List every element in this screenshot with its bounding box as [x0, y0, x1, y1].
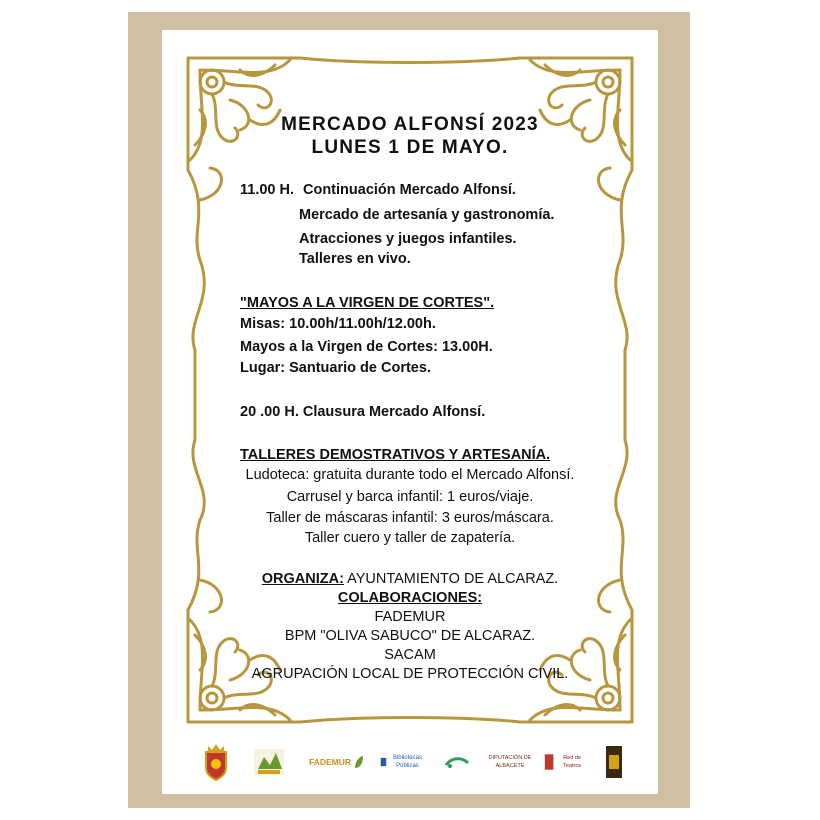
colaborador-item: BPM "OLIVA SABUCO" DE ALCARAZ.	[284, 628, 536, 644]
mayos-heading: "MAYOS A LA VIRGEN DE CORTES".	[240, 295, 495, 311]
colaborador-item: SACAM	[384, 647, 436, 663]
leaf-emblem-logo	[444, 742, 470, 782]
bibliotecas-logo-text: Bibliotecas Públicas	[392, 755, 422, 769]
schedule-item: Continuación Mercado Alfonsí.	[303, 182, 516, 198]
mayos-line: Mayos a la Virgen de Cortes: 13.00H.	[240, 339, 493, 355]
organiza-value: AYUNTAMIENTO DE ALCARAZ.	[343, 571, 559, 587]
colaborador-item: FADEMUR	[374, 609, 446, 625]
sponsor-logos	[190, 742, 630, 786]
schedule-item: Talleres en vivo.	[299, 251, 411, 267]
schedule-item: Atracciones y juegos infantiles.	[299, 231, 517, 247]
organiza-label: ORGANIZA:	[261, 571, 344, 587]
poster-title: MERCADO ALFONSÍ 2023	[281, 114, 539, 135]
mayos-line: Lugar: Santuario de Cortes.	[240, 360, 431, 376]
schedule-item: Mercado de artesanía y gastronomía.	[299, 207, 555, 223]
talleres-line: Taller de máscaras infantil: 3 euros/máscara.	[266, 510, 554, 526]
talleres-line: Carrusel y barca infantil: 1 euros/viaje.	[286, 489, 534, 505]
alcaraz-coat-of-arms-logo	[202, 742, 230, 782]
talleres-heading: TALLERES DEMOSTRATIVOS Y ARTESANÍA.	[240, 447, 551, 463]
talleres-line: Taller cuero y taller de zapatería.	[304, 530, 516, 546]
teatro-logo-text: Red de Teatros	[563, 755, 582, 769]
sacam-logo	[252, 742, 286, 782]
diputacion-logo-text: DIPUTACIÓN DE ALBACETE	[488, 755, 532, 769]
red-de-teatros-logo	[544, 742, 588, 782]
castle-emblem-logo	[604, 742, 624, 782]
fademur-logo-text: FADEMUR	[308, 757, 352, 767]
schedule-time: 11.00 H.	[240, 182, 295, 198]
bibliotecas-publicas-logo	[380, 742, 426, 782]
closing-line: 20 .00 H. Clausura Mercado Alfonsí.	[240, 404, 486, 420]
talleres-line: Ludoteca: gratuita durante todo el Mercado Alfonsí.	[245, 467, 575, 483]
colaboraciones-label: COLABORACIONES:	[337, 590, 483, 606]
poster-date: LUNES 1 DE MAYO.	[311, 137, 509, 158]
mayos-line: Misas: 10.00h/11.00h/12.00h.	[240, 316, 436, 332]
fademur-logo	[306, 742, 368, 782]
organiza-line	[0, 570, 820, 588]
diputacion-albacete-logo	[480, 742, 540, 782]
colaborador-item: AGRUPACIÓN LOCAL DE PROTECCIÓN CIVIL.	[251, 666, 569, 682]
